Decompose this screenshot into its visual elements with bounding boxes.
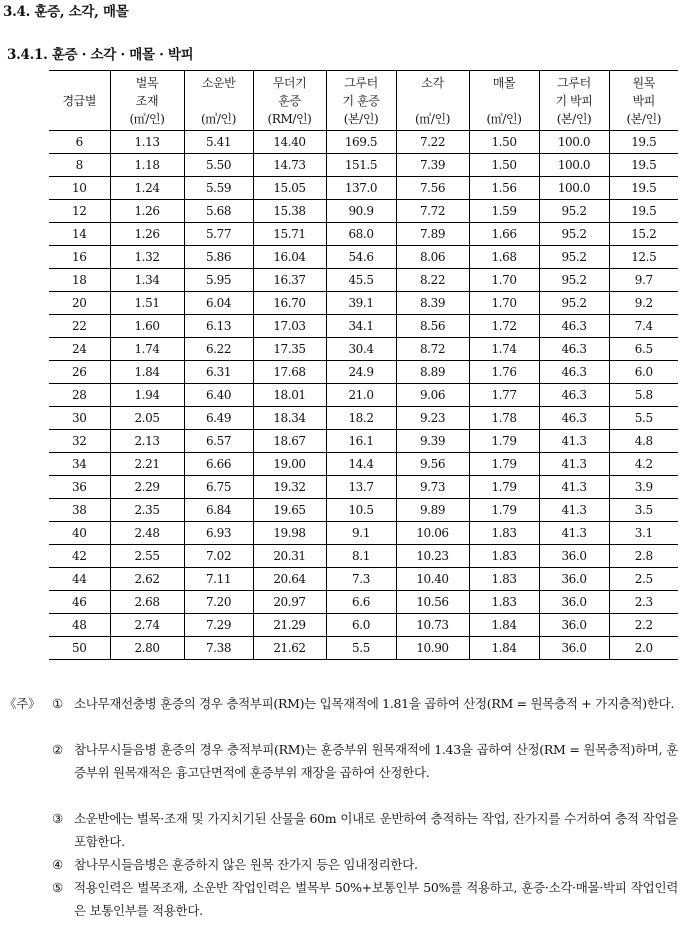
value-cell: 19.65 xyxy=(253,499,326,522)
value-cell: 36.0 xyxy=(539,591,609,614)
table-row xyxy=(49,430,678,453)
value-cell: 8.22 xyxy=(396,269,469,292)
column-header-line: 그루터 xyxy=(344,75,378,90)
value-cell: 9.2 xyxy=(609,292,678,315)
table-row xyxy=(49,361,678,384)
value-cell: 10.40 xyxy=(396,568,469,591)
value-cell: 1.83 xyxy=(469,545,539,568)
grade-cell: 32 xyxy=(49,430,110,453)
value-cell: 1.56 xyxy=(469,177,539,200)
value-cell: 2.74 xyxy=(110,614,184,637)
table-row xyxy=(49,223,678,246)
value-cell: 1.34 xyxy=(110,269,184,292)
value-cell: 95.2 xyxy=(539,292,609,315)
value-cell: 46.3 xyxy=(539,338,609,361)
value-cell: 41.3 xyxy=(539,453,609,476)
column-header-line: 경급별 xyxy=(62,93,97,108)
value-cell: 1.84 xyxy=(469,614,539,637)
value-cell: 5.68 xyxy=(184,200,253,223)
value-cell: 1.68 xyxy=(469,246,539,269)
note-marker: ④ xyxy=(52,857,63,872)
grade-cell: 10 xyxy=(49,177,110,200)
value-cell: 5.77 xyxy=(184,223,253,246)
value-cell: 1.70 xyxy=(469,269,539,292)
grade-cell: 40 xyxy=(49,522,110,545)
value-cell: 8.72 xyxy=(396,338,469,361)
value-cell: 46.3 xyxy=(539,361,609,384)
value-cell: 2.80 xyxy=(110,637,184,660)
value-cell: 7.02 xyxy=(184,545,253,568)
value-cell: 2.8 xyxy=(609,545,678,568)
value-cell: 16.1 xyxy=(326,430,396,453)
table-row xyxy=(49,637,678,660)
grade-cell: 20 xyxy=(49,292,110,315)
table-row xyxy=(49,591,678,614)
value-cell: 46.3 xyxy=(539,384,609,407)
value-cell: 1.50 xyxy=(469,154,539,177)
value-cell: 2.68 xyxy=(110,591,184,614)
column-header-line: 그루터 xyxy=(557,75,591,90)
subsection-title: 3.4.1. 훈증 · 소각 · 매몰 · 박피 xyxy=(7,47,194,63)
column-header-line: (본/인) xyxy=(343,111,379,126)
value-cell: 18.01 xyxy=(253,384,326,407)
value-cell: 95.2 xyxy=(539,269,609,292)
value-cell: 151.5 xyxy=(326,154,396,177)
value-cell: 7.56 xyxy=(396,177,469,200)
value-cell: 1.83 xyxy=(469,522,539,545)
value-cell: 10.56 xyxy=(396,591,469,614)
column-header xyxy=(184,71,253,131)
value-cell: 4.8 xyxy=(609,430,678,453)
value-cell: 6.04 xyxy=(184,292,253,315)
column-header xyxy=(253,71,326,131)
value-cell: 20.97 xyxy=(253,591,326,614)
value-cell: 5.41 xyxy=(184,131,253,154)
value-cell: 1.13 xyxy=(110,131,184,154)
column-header-line: 벌목 xyxy=(135,75,159,90)
table-row xyxy=(49,522,678,545)
value-cell: 68.0 xyxy=(326,223,396,246)
value-cell: 5.86 xyxy=(184,246,253,269)
note-marker: ③ xyxy=(52,811,63,826)
column-header-line: (㎥/인) xyxy=(201,111,236,126)
column-header xyxy=(49,71,110,131)
note-item xyxy=(52,739,678,784)
value-cell: 1.18 xyxy=(110,154,184,177)
grade-cell: 48 xyxy=(49,614,110,637)
value-cell: 30.4 xyxy=(326,338,396,361)
table-row xyxy=(49,499,678,522)
value-cell: 9.7 xyxy=(609,269,678,292)
grade-cell: 36 xyxy=(49,476,110,499)
value-cell: 6.75 xyxy=(184,476,253,499)
value-cell: 3.5 xyxy=(609,499,678,522)
value-cell: 10.5 xyxy=(326,499,396,522)
value-cell: 1.72 xyxy=(469,315,539,338)
value-cell: 1.79 xyxy=(469,476,539,499)
value-cell: 24.9 xyxy=(326,361,396,384)
value-cell: 54.6 xyxy=(326,246,396,269)
value-cell: 19.98 xyxy=(253,522,326,545)
value-cell: 7.22 xyxy=(396,131,469,154)
value-cell: 12.5 xyxy=(609,246,678,269)
value-cell: 17.03 xyxy=(253,315,326,338)
value-cell: 10.90 xyxy=(396,637,469,660)
table-row xyxy=(49,246,678,269)
value-cell: 2.48 xyxy=(110,522,184,545)
value-cell: 5.95 xyxy=(184,269,253,292)
value-cell: 46.3 xyxy=(539,315,609,338)
table-row xyxy=(49,568,678,591)
value-cell: 21.0 xyxy=(326,384,396,407)
column-header xyxy=(396,71,469,131)
table-row xyxy=(49,292,678,315)
note-marker: ⑤ xyxy=(52,880,63,895)
value-cell: 41.3 xyxy=(539,430,609,453)
value-cell: 1.70 xyxy=(469,292,539,315)
grade-cell: 8 xyxy=(49,154,110,177)
grade-cell: 30 xyxy=(49,407,110,430)
grade-cell: 18 xyxy=(49,269,110,292)
value-cell: 100.0 xyxy=(539,154,609,177)
column-header-line: (㎥/인) xyxy=(486,111,522,126)
value-cell: 2.55 xyxy=(110,545,184,568)
value-cell: 36.0 xyxy=(539,545,609,568)
value-cell: 17.35 xyxy=(253,338,326,361)
value-cell: 39.1 xyxy=(326,292,396,315)
grade-cell: 16 xyxy=(49,246,110,269)
value-cell: 7.89 xyxy=(396,223,469,246)
value-cell: 1.26 xyxy=(110,223,184,246)
value-cell: 34.1 xyxy=(326,315,396,338)
value-cell: 2.3 xyxy=(609,591,678,614)
value-cell: 6.22 xyxy=(184,338,253,361)
value-cell: 15.71 xyxy=(253,223,326,246)
value-cell: 100.0 xyxy=(539,131,609,154)
notes-lead: 《주》 xyxy=(4,696,41,711)
note-marker: ① xyxy=(52,696,63,711)
value-cell: 1.94 xyxy=(110,384,184,407)
column-header-line: (㎥/인) xyxy=(415,111,450,126)
value-cell: 1.66 xyxy=(469,223,539,246)
grade-cell: 44 xyxy=(49,568,110,591)
value-cell: 17.68 xyxy=(253,361,326,384)
value-cell: 6.31 xyxy=(184,361,253,384)
value-cell: 14.73 xyxy=(253,154,326,177)
value-cell: 1.79 xyxy=(469,430,539,453)
value-cell: 2.62 xyxy=(110,568,184,591)
column-header-line: 소운반 xyxy=(201,75,236,90)
value-cell: 36.0 xyxy=(539,614,609,637)
value-cell: 6.49 xyxy=(184,407,253,430)
table-row xyxy=(49,453,678,476)
section-title: 3.4. 훈증, 소각, 매몰 xyxy=(3,4,129,20)
value-cell: 21.62 xyxy=(253,637,326,660)
value-cell: 2.35 xyxy=(110,499,184,522)
value-cell: 1.76 xyxy=(469,361,539,384)
value-cell: 5.59 xyxy=(184,177,253,200)
value-cell: 8.39 xyxy=(396,292,469,315)
value-cell: 15.05 xyxy=(253,177,326,200)
value-cell: 9.23 xyxy=(396,407,469,430)
table-row xyxy=(49,200,678,223)
column-header-line: (본/인) xyxy=(556,111,592,126)
grade-cell: 46 xyxy=(49,591,110,614)
value-cell: 3.1 xyxy=(609,522,678,545)
column-header-line: 무더기 xyxy=(272,75,307,90)
value-cell: 6.0 xyxy=(326,614,396,637)
column-header xyxy=(326,71,396,131)
note-marker: ② xyxy=(52,742,63,757)
value-cell: 6.84 xyxy=(184,499,253,522)
value-cell: 5.8 xyxy=(609,384,678,407)
value-cell: 19.5 xyxy=(609,200,678,223)
grade-cell: 26 xyxy=(49,361,110,384)
value-cell: 9.1 xyxy=(326,522,396,545)
value-cell: 8.89 xyxy=(396,361,469,384)
value-cell: 7.4 xyxy=(609,315,678,338)
value-cell: 6.66 xyxy=(184,453,253,476)
value-cell: 7.11 xyxy=(184,568,253,591)
grade-cell: 38 xyxy=(49,499,110,522)
value-cell: 2.0 xyxy=(609,637,678,660)
value-cell: 2.05 xyxy=(110,407,184,430)
value-cell: 14.40 xyxy=(253,131,326,154)
value-cell: 7.3 xyxy=(326,568,396,591)
rate-table xyxy=(49,70,678,660)
grade-cell: 28 xyxy=(49,384,110,407)
value-cell: 5.5 xyxy=(609,407,678,430)
value-cell: 169.5 xyxy=(326,131,396,154)
value-cell: 3.9 xyxy=(609,476,678,499)
grade-cell: 22 xyxy=(49,315,110,338)
table-row xyxy=(49,407,678,430)
note-text: 참나무시들음병 훈증의 경우 층적부피(RM)는 훈증부위 원목재적에 1.43을 곱하여 산정(RM = 원목층적)하며, 훈증부위 원목재적은 흉고단면적에 훈증부위 재장을 곱하여 산정한다. xyxy=(74,742,678,780)
value-cell: 1.24 xyxy=(110,177,184,200)
note-item xyxy=(52,877,678,922)
value-cell: 1.60 xyxy=(110,315,184,338)
grade-cell: 12 xyxy=(49,200,110,223)
value-cell: 9.89 xyxy=(396,499,469,522)
grade-cell: 6 xyxy=(49,131,110,154)
note-item xyxy=(52,808,678,853)
note-item xyxy=(52,693,678,716)
value-cell: 9.06 xyxy=(396,384,469,407)
column-header-line: 박피 xyxy=(632,93,655,108)
column-header-line: 원목 xyxy=(632,75,655,90)
value-cell: 1.74 xyxy=(110,338,184,361)
note-text: 소나무재선충병 훈증의 경우 층적부피(RM)는 입목재적에 1.81을 곱하여 산정(RM = 원목층적 + 가지층적)한다. xyxy=(74,696,675,711)
table-body xyxy=(49,131,678,660)
column-header xyxy=(469,71,539,131)
value-cell: 16.37 xyxy=(253,269,326,292)
value-cell: 6.6 xyxy=(326,591,396,614)
value-cell: 7.20 xyxy=(184,591,253,614)
value-cell: 13.7 xyxy=(326,476,396,499)
table-row xyxy=(49,384,678,407)
value-cell: 15.38 xyxy=(253,200,326,223)
value-cell: 1.84 xyxy=(110,361,184,384)
value-cell: 2.5 xyxy=(609,568,678,591)
value-cell: 1.83 xyxy=(469,568,539,591)
value-cell: 10.23 xyxy=(396,545,469,568)
value-cell: 5.50 xyxy=(184,154,253,177)
value-cell: 19.32 xyxy=(253,476,326,499)
value-cell: 46.3 xyxy=(539,407,609,430)
column-header-line xyxy=(185,92,253,110)
value-cell: 2.13 xyxy=(110,430,184,453)
value-cell: 1.77 xyxy=(469,384,539,407)
column-header-line: (㎥/인) xyxy=(129,111,165,126)
column-header-line: 조재 xyxy=(135,93,159,108)
column-header-line: 매몰 xyxy=(492,75,516,90)
value-cell: 18.34 xyxy=(253,407,326,430)
value-cell: 41.3 xyxy=(539,522,609,545)
value-cell: 36.0 xyxy=(539,637,609,660)
value-cell: 19.5 xyxy=(609,131,678,154)
column-header-line: 기 박피 xyxy=(555,93,593,108)
value-cell: 15.2 xyxy=(609,223,678,246)
value-cell: 1.83 xyxy=(469,591,539,614)
value-cell: 6.93 xyxy=(184,522,253,545)
column-header-line: 기 훈증 xyxy=(342,93,380,108)
value-cell: 20.31 xyxy=(253,545,326,568)
value-cell: 41.3 xyxy=(539,476,609,499)
value-cell: 16.04 xyxy=(253,246,326,269)
table-row xyxy=(49,476,678,499)
value-cell: 2.29 xyxy=(110,476,184,499)
value-cell: 1.78 xyxy=(469,407,539,430)
value-cell: 19.5 xyxy=(609,154,678,177)
value-cell: 2.21 xyxy=(110,453,184,476)
grade-cell: 14 xyxy=(49,223,110,246)
value-cell: 95.2 xyxy=(539,200,609,223)
column-header-line: (RM/인) xyxy=(267,111,312,126)
value-cell: 7.72 xyxy=(396,200,469,223)
value-cell: 7.38 xyxy=(184,637,253,660)
value-cell: 1.51 xyxy=(110,292,184,315)
value-cell: 6.13 xyxy=(184,315,253,338)
value-cell: 7.39 xyxy=(396,154,469,177)
value-cell: 1.79 xyxy=(469,453,539,476)
column-header-line xyxy=(470,92,539,110)
value-cell: 8.56 xyxy=(396,315,469,338)
value-cell: 10.06 xyxy=(396,522,469,545)
value-cell: 9.39 xyxy=(396,430,469,453)
value-cell: 20.64 xyxy=(253,568,326,591)
value-cell: 9.73 xyxy=(396,476,469,499)
value-cell: 100.0 xyxy=(539,177,609,200)
column-header-line: (본/인) xyxy=(626,111,662,126)
value-cell: 1.79 xyxy=(469,499,539,522)
column-header-line xyxy=(397,92,469,110)
note-item xyxy=(52,854,678,877)
table-row xyxy=(49,614,678,637)
value-cell: 1.26 xyxy=(110,200,184,223)
value-cell: 6.57 xyxy=(184,430,253,453)
value-cell: 2.2 xyxy=(609,614,678,637)
value-cell: 6.5 xyxy=(609,338,678,361)
note-text: 소운반에는 벌목·조재 및 가지치기된 산물을 60m 이내로 운반하여 층적하는 작업, 잔가지를 수거하여 층적 작업을 포함한다. xyxy=(74,811,678,849)
value-cell: 95.2 xyxy=(539,223,609,246)
value-cell: 137.0 xyxy=(326,177,396,200)
grade-cell: 24 xyxy=(49,338,110,361)
value-cell: 1.50 xyxy=(469,131,539,154)
value-cell: 6.0 xyxy=(609,361,678,384)
value-cell: 21.29 xyxy=(253,614,326,637)
grade-cell: 50 xyxy=(49,637,110,660)
value-cell: 7.29 xyxy=(184,614,253,637)
column-header xyxy=(110,71,184,131)
column-header xyxy=(539,71,609,131)
value-cell: 10.73 xyxy=(396,614,469,637)
table-row xyxy=(49,154,678,177)
value-cell: 45.5 xyxy=(326,269,396,292)
value-cell: 19.5 xyxy=(609,177,678,200)
value-cell: 1.32 xyxy=(110,246,184,269)
value-cell: 16.70 xyxy=(253,292,326,315)
value-cell: 8.06 xyxy=(396,246,469,269)
value-cell: 4.2 xyxy=(609,453,678,476)
value-cell: 18.67 xyxy=(253,430,326,453)
table-header-row xyxy=(49,71,678,131)
value-cell: 90.9 xyxy=(326,200,396,223)
value-cell: 41.3 xyxy=(539,499,609,522)
note-text: 적용인력은 벌목조재, 소운반 작업인력은 벌목부 50%+보통인부 50%를 적용하고, 훈증·소각·매몰·박피 작업인력은 보통인부를 적용한다. xyxy=(74,880,678,918)
value-cell: 9.56 xyxy=(396,453,469,476)
column-header-line: 소각 xyxy=(421,75,444,90)
column-header-line: 훈증 xyxy=(278,93,301,108)
table-row xyxy=(49,338,678,361)
value-cell: 1.74 xyxy=(469,338,539,361)
value-cell: 1.59 xyxy=(469,200,539,223)
table-row xyxy=(49,545,678,568)
note-text: 참나무시들음병은 훈증하지 않은 원목 잔가지 등은 임내정리한다. xyxy=(74,857,418,872)
table-row xyxy=(49,269,678,292)
column-header xyxy=(609,71,678,131)
grade-cell: 42 xyxy=(49,545,110,568)
table-row xyxy=(49,131,678,154)
table-row xyxy=(49,315,678,338)
value-cell: 5.5 xyxy=(326,637,396,660)
value-cell: 19.00 xyxy=(253,453,326,476)
value-cell: 18.2 xyxy=(326,407,396,430)
value-cell: 95.2 xyxy=(539,246,609,269)
grade-cell: 34 xyxy=(49,453,110,476)
value-cell: 14.4 xyxy=(326,453,396,476)
value-cell: 8.1 xyxy=(326,545,396,568)
value-cell: 1.84 xyxy=(469,637,539,660)
value-cell: 36.0 xyxy=(539,568,609,591)
value-cell: 6.40 xyxy=(184,384,253,407)
table-row xyxy=(49,177,678,200)
